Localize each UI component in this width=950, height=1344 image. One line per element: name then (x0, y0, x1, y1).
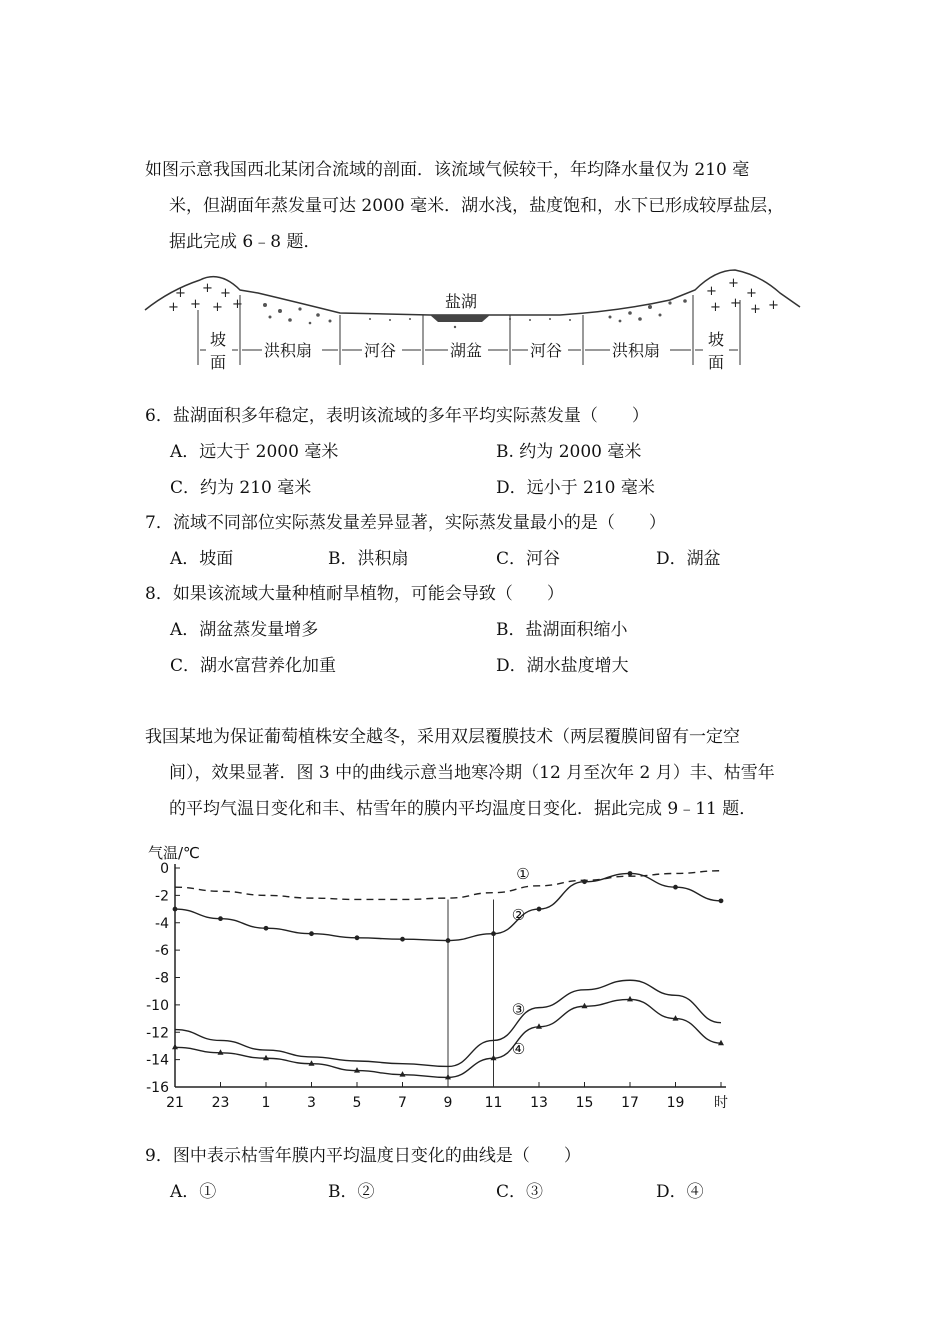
segment-label-fan-left: 洪积扇 (264, 341, 313, 360)
chart-x-tick-label: 21 (166, 1095, 184, 1111)
svg-text:+: + (175, 286, 186, 301)
lake-label: 盐湖 (445, 292, 478, 311)
q9-option-b[interactable]: B．② (328, 1182, 375, 1202)
svg-text:+: + (728, 276, 739, 291)
chart-y-tick-label: -14 (146, 1052, 169, 1069)
intro1-line1: 如图示意我国西北某闭合流域的剖面．该流域气候较干，年均降水量仅为 210 毫 (145, 160, 750, 180)
chart-y-tick-label: -16 (146, 1080, 169, 1096)
chart-x-tick-label: 15 (575, 1095, 594, 1111)
chart-y-tick-label: -2 (155, 888, 169, 905)
chart-x-tick-label: 3 (307, 1095, 316, 1111)
segment-label-valley-right: 河谷 (530, 341, 563, 360)
series-label-4: ④ (511, 1040, 526, 1059)
hill-plus-marks-right (706, 276, 779, 317)
q6-option-a[interactable]: A．远大于 2000 毫米 (170, 442, 339, 462)
series-label-1: ① (516, 864, 530, 883)
chart-x-tick-label: 17 (621, 1095, 639, 1111)
q8-option-d[interactable]: D．湖水盐度增大 (496, 656, 629, 676)
q6-option-b[interactable]: B. 约为 2000 毫米 (496, 442, 642, 462)
q8-option-c[interactable]: C．湖水富营养化加重 (170, 656, 337, 676)
series-2-point (309, 931, 314, 936)
intro2-line3: 的平均气温日变化和丰、枯雪年的膜内平均温度日变化．据此完成 9﹣11 题． (169, 799, 757, 819)
q6-option-d[interactable]: D．远小于 210 毫米 (496, 478, 655, 498)
series-4-point (263, 1055, 269, 1061)
chart-x-tick-label: 7 (398, 1095, 407, 1111)
series-2-point (491, 931, 496, 936)
question-9-stem: 9．图中表示枯雪年膜内平均温度日变化的曲线是（ ） (145, 1146, 581, 1166)
series-4-point (172, 1044, 178, 1050)
basin-cross-section-diagram (140, 265, 805, 375)
intro1-line2: 米，但湖面年蒸发量可达 2000 毫米．湖水浅，盐度饱和，水下已形成较厚盐层， (169, 196, 785, 216)
chart-x-tick-label: 5 (352, 1095, 362, 1111)
svg-text:+: + (190, 297, 201, 312)
series-2-point (537, 907, 542, 912)
series-2-point (218, 916, 223, 921)
series-4-point (354, 1067, 360, 1073)
svg-text:+: + (746, 286, 757, 301)
chart-x-tick-label: 时 (714, 1095, 728, 1111)
chart-y-tick-label: -6 (155, 943, 169, 960)
question-6-stem: 6．盐湖面积多年稳定，表明该流域的多年平均实际蒸发量（ ） (145, 406, 649, 426)
q9-option-c[interactable]: C．③ (496, 1182, 544, 1202)
series-4-point (582, 1003, 588, 1009)
intro-paragraph-1 (145, 152, 815, 260)
chart-x-tick-label: 1 (261, 1095, 271, 1111)
svg-text:+: + (768, 298, 779, 313)
segment-label-slope-left-bottom: 面 (210, 353, 227, 372)
segment-label-valley-left: 河谷 (364, 341, 397, 360)
chart-x-tick-label: 19 (666, 1095, 685, 1111)
svg-text:+: + (710, 300, 721, 315)
hill-plus-marks-left (168, 281, 243, 315)
series-2-point (719, 898, 724, 903)
chart-y-tick-label: -8 (155, 970, 169, 987)
series-2-point (582, 879, 587, 884)
salt-lake-shape (430, 315, 490, 322)
q9-option-a[interactable]: A．① (170, 1182, 217, 1202)
intro-paragraph-2 (145, 719, 815, 827)
series-label-3: ③ (511, 1000, 526, 1019)
svg-text:+: + (706, 284, 717, 299)
q7-option-b[interactable]: B．洪积扇 (328, 549, 409, 569)
question-8-stem: 8．如果该流域大量种植耐旱植物，可能会导致（ ） (145, 584, 564, 604)
svg-text:+: + (730, 296, 741, 311)
svg-text:+: + (750, 302, 761, 317)
intro2-line2: 间），效果显著．图 3 中的曲线示意当地寒冷期（12 月至次年 2 月）丰、枯雪年 (169, 763, 775, 783)
series-2-point (673, 885, 678, 890)
q7-option-d[interactable]: D．湖盆 (656, 549, 721, 569)
question-7-stem: 7．流域不同部位实际蒸发量差异显著，实际蒸发量最小的是（ ） (145, 513, 666, 533)
series-4-point (218, 1049, 224, 1055)
chart-y-tick-label: -10 (146, 997, 169, 1014)
q8-option-b[interactable]: B．盐湖面积缩小 (496, 620, 628, 640)
q7-option-c[interactable]: C．河谷 (496, 549, 561, 569)
series-2-point (173, 907, 178, 912)
svg-text:+: + (232, 297, 243, 312)
chart-x-tick-label: 9 (443, 1095, 453, 1111)
chart-y-tick-label: -12 (146, 1025, 169, 1042)
chart-y-axis-label: 气温/℃ (148, 844, 200, 862)
q9-option-d[interactable]: D．④ (656, 1182, 704, 1202)
series-4-point (627, 996, 633, 1002)
series-2-point (264, 926, 269, 931)
chart-y-tick-label: -4 (155, 915, 169, 932)
series-4-point (400, 1071, 406, 1077)
series-2-point (400, 937, 405, 942)
chart-y-tick-label: 0 (160, 861, 169, 877)
segment-label-slope-left-top: 坡 (210, 330, 227, 349)
q7-option-a[interactable]: A．坡面 (170, 549, 234, 569)
chart-x-tick-label: 13 (530, 1095, 548, 1111)
temperature-line-chart (140, 838, 760, 1113)
series-2-point (446, 938, 451, 943)
svg-text:+: + (202, 281, 213, 296)
chart-x-tick-label: 23 (211, 1095, 230, 1111)
segment-label-fan-right: 洪积扇 (612, 341, 661, 360)
series-4-point (309, 1060, 315, 1066)
segment-label-slope-right-top: 坡 (708, 330, 725, 349)
intro1-line3: 据此完成 6﹣8 题． (169, 232, 321, 252)
segment-label-slope-right-bottom: 面 (708, 353, 725, 372)
q8-option-a[interactable]: A．湖盆蒸发量增多 (170, 620, 319, 640)
svg-text:+: + (220, 286, 231, 301)
intro2-line1: 我国某地为保证葡萄植株安全越冬，采用双层覆膜技术（两层覆膜间留有一定空 (145, 727, 740, 747)
segment-label-basin: 湖盆 (450, 341, 483, 360)
series-label-2: ② (511, 906, 526, 925)
chart-x-tick-label: 11 (484, 1095, 503, 1111)
series-2-point (355, 935, 360, 940)
q6-option-c[interactable]: C．约为 210 毫米 (170, 478, 312, 498)
svg-text:+: + (212, 300, 223, 315)
series-2-point (628, 871, 633, 876)
svg-text:+: + (168, 300, 179, 315)
